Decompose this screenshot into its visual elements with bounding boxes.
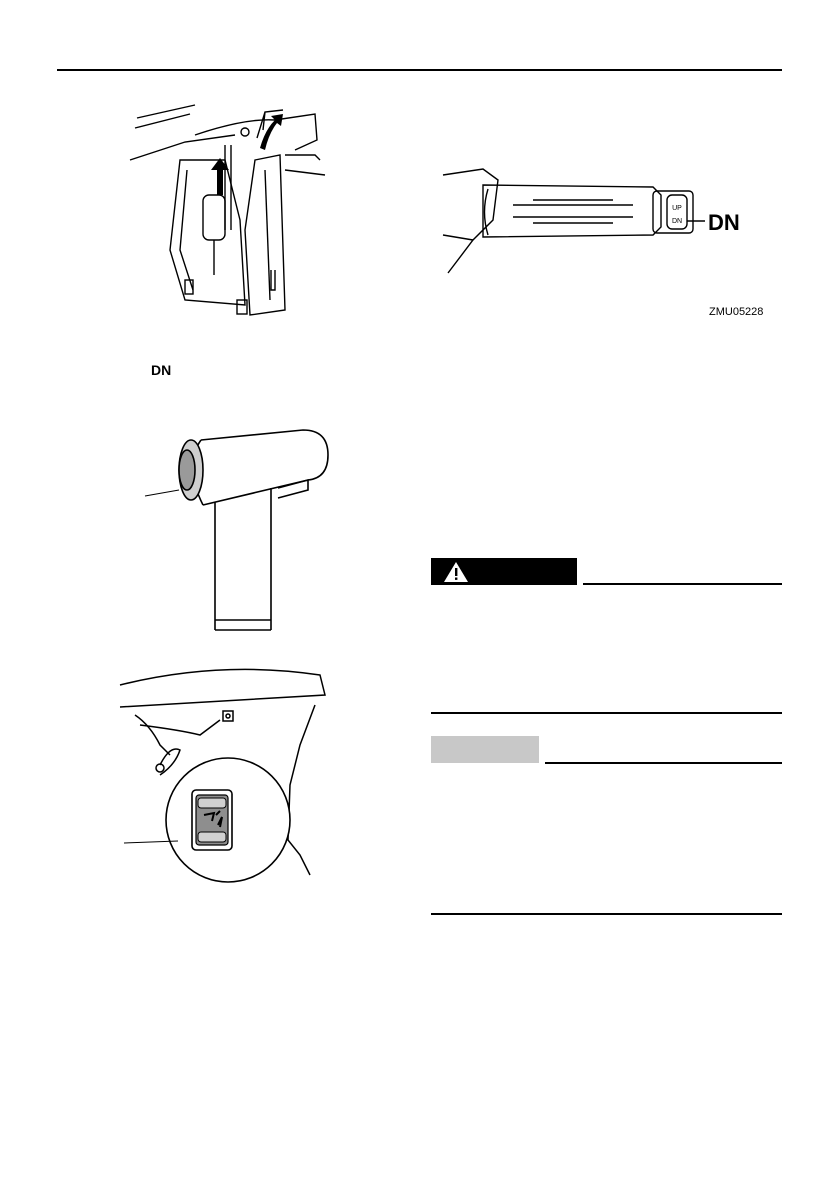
tilt-support-figure <box>125 100 325 330</box>
warning-header-box <box>431 558 577 585</box>
warning-header-rule <box>583 583 782 585</box>
note-header-box <box>431 736 539 763</box>
warning-triangle-icon <box>443 561 469 583</box>
warning-bottom-rule <box>431 712 782 714</box>
remote-switch-up-label: UP <box>672 205 682 212</box>
note-bottom-rule <box>431 913 782 915</box>
remote-switch-callout: DN <box>708 210 740 235</box>
header-rule <box>57 69 782 71</box>
remote-grip-figure <box>443 165 753 275</box>
tiller-handle-figure <box>143 420 343 640</box>
note-header-rule <box>545 762 782 764</box>
figure-code: ZMU05228 <box>709 306 764 318</box>
cowling-switch-figure <box>120 665 335 890</box>
remote-switch-dn-label: DN <box>671 218 683 225</box>
tiller-switch-label: DN <box>151 362 172 378</box>
